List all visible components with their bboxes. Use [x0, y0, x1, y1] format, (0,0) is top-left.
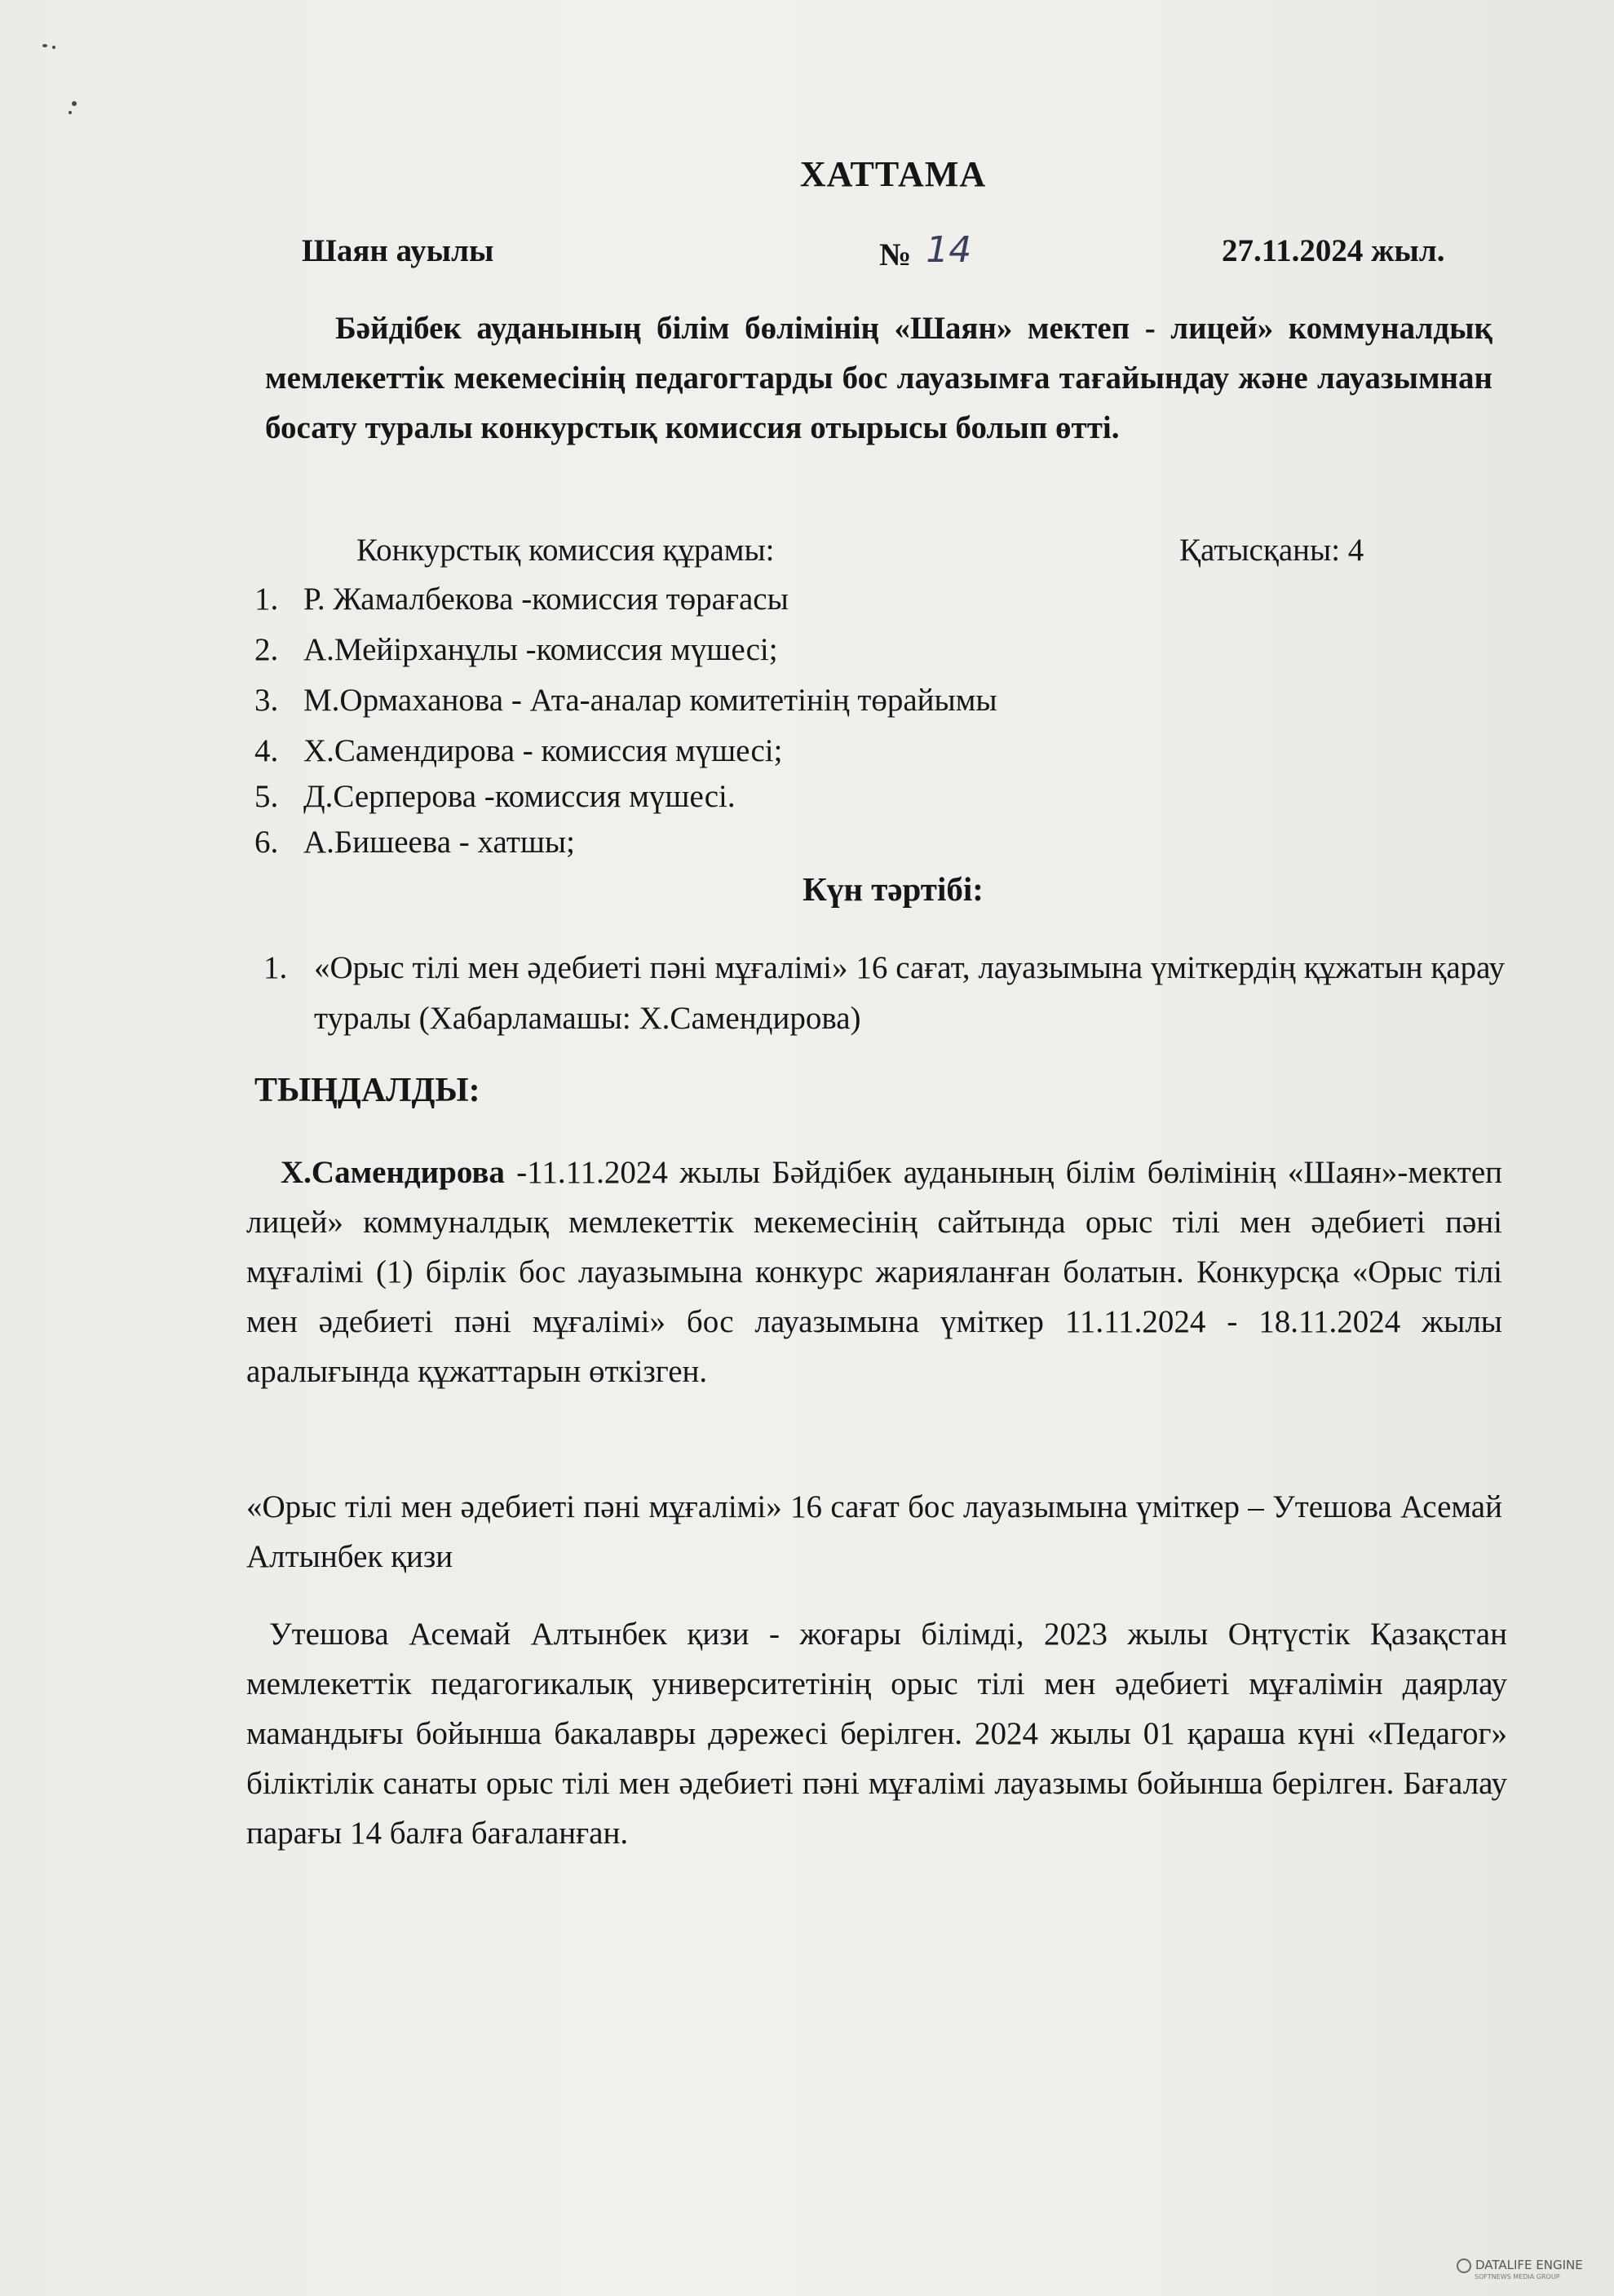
- watermark-brand: DATALIFE ENGINE: [1475, 2258, 1583, 2272]
- intro-paragraph: Бәйдібек ауданының білім бөлімінің «Шаян» мектеп - лицей» коммуналдық мемлекеттік мекемесінің педагогтарды бос лауазымға тағайындау және лауазымнан босату туралы конкурстық комиссия отырысы болып өтті.: [265, 311, 1492, 445]
- document-page: ХАТТАМА Шаян ауылы № 14 27.11.2024 жыл. Бәйдібек ауданының білім бөлімінің «Шаян» мектеп - лицей» коммуналдық мемлекеттік мекемесінің педагогтарды бос лауазымға тағайындау және лауазымнан босату туралы конкурстық комиссия отырысы болып өтті. Конкурстық комиссия құрамы: Қатысқаны: 4 1. Р. Жамалбекова -комиссия төрағасы 2. А.Мейірханұлы -комиссия мүшесі; 3. М.Ормаханова - Ата-аналар комитетінің төрайымы 4. Х.Самендирова - комиссия мүшесі; 5. Д.Серперова -комиссия мүшесі. 6. А.Бишеева - хатшы; Күн тәртібі: 1. «Орыс тілі мен әдебиеті пәні мұғалімі» 16 сағат, лауазымына үміткердің құжатын қарау туралы (Хабарламашы: Х.Самендирова) ТЫҢДАЛДЫ: Х.Самендирова -11.11.2024 жылы Бәйдібек ауданының білім бөлімінің «Шаян»-мектеп лицей» коммуналдық мемлекеттік мекемесінің сайтында орыс тілі мен әдебиеті пәні мұғалімі (1) бірлік бос лауазымына конкурс жарияланған болатын. Конкурсқа «Орыс тілі мен әдебиеті пәні мұғалімі» бос лауазымына үміткер 11.11.2024 - 18.11.2024 жылы аралығында құжаттарын өткізген. «Орыс тілі мен әдебиеті пәні мұғалімі» 16 сағат бос лауазымына үміткер – Утешова Асемай Алтынбек қизи Утешова Асемай Алтынбек қизи - жоғары білімді, 2023 жылы Оңтүстік Қазақстан мемлекеттік педагогикалық университетінің орыс тілі мен әдебиеті мұғалімін даярлау мамандығы бойынша бакалавры дәрежесі берілген. 2024 жылы 01 қараша күні «Педагог» біліктілік санаты орыс тілі мен әдебиеті пәні мұғалімі лауазымы бойынша берілген. Бағалау парағы 14 балға бағаланған. DATALIFE ENGINE SOFTNEWS MEDIA GROUP: [0, 0, 1614, 2296]
- list-item: 3. М.Ормаханова - Ата-аналар комитетінің төрайымы: [254, 683, 997, 718]
- speaker-paragraph: [246, 1148, 1502, 1396]
- speaker-text: -11.11.2024 жылы Бәйдібек ауданының білім бөлімінің «Шаян»-мектеп лицей» коммуналдық мемлекеттік мекемесінің сайтында орыс тілі мен әдебиеті пәні мұғалімі (1) бірлік бос лауазымына конкурс жарияланған болатын. Конкурсқа «Орыс тілі мен әдебиеті пәні мұғалімі» бос лауазымына үміткер 11.11.2024 - 18.11.2024 жылы аралығында құжаттарын өткізген.: [246, 1155, 1502, 1389]
- watermark-sub: SOFTNEWS MEDIA GROUP: [1475, 2272, 1560, 2281]
- number-label: №: [879, 237, 912, 272]
- protocol-number: [879, 229, 972, 274]
- dust-speck: [69, 111, 72, 114]
- watermark-logo-icon: [1457, 2258, 1471, 2273]
- document-title: ХАТТАМА: [799, 154, 987, 194]
- village-name: Шаян ауылы: [302, 233, 494, 268]
- list-item: 6. А.Бишеева - хатшы;: [254, 825, 575, 860]
- composition-heading: Конкурстық комиссия құрамы:: [356, 533, 775, 568]
- protocol-date: 27.11.2024 жыл.: [1222, 233, 1445, 268]
- heard-heading: ТЫҢДАЛДЫ:: [254, 1072, 480, 1109]
- list-item: 2. А.Мейірханұлы -комиссия мүшесі;: [254, 632, 778, 667]
- handwritten-number: 14: [926, 229, 972, 271]
- list-item: 4. Х.Самендирова - комиссия мүшесі;: [254, 733, 783, 768]
- dust-speck: [72, 101, 77, 106]
- candidate-details-paragraph: Утешова Асемай Алтынбек қизи - жоғары білімді, 2023 жылы Оңтүстік Қазақстан мемлекеттік педагогикалық университетінің орыс тілі мен әдебиеті мұғалімін даярлау мамандығы бойынша бакалавры дәрежесі берілген. 2024 жылы 01 қараша күні «Педагог» біліктілік санаты орыс тілі мен әдебиеті пәні мұғалімі лауазымы бойынша берілген. Бағалау парағы 14 балға бағаланған.: [246, 1617, 1507, 1851]
- attended-count: Қатысқаны: 4: [1179, 533, 1364, 568]
- speaker-name: Х.Самендирова: [281, 1155, 505, 1190]
- candidate-paragraph: «Орыс тілі мен әдебиеті пәні мұғалімі» 16 сағат бос лауазымына үміткер – Утешова Асемай Алтынбек қизи: [246, 1489, 1502, 1574]
- watermark: [1457, 2258, 1583, 2281]
- agenda-title: Күн тәртібі:: [803, 870, 984, 908]
- list-item: 5. Д.Серперова -комиссия мүшесі.: [254, 779, 736, 814]
- dust-speck: [52, 46, 55, 49]
- list-item: 1. Р. Жамалбекова -комиссия төрағасы: [254, 582, 789, 617]
- dust-speck: [42, 44, 47, 47]
